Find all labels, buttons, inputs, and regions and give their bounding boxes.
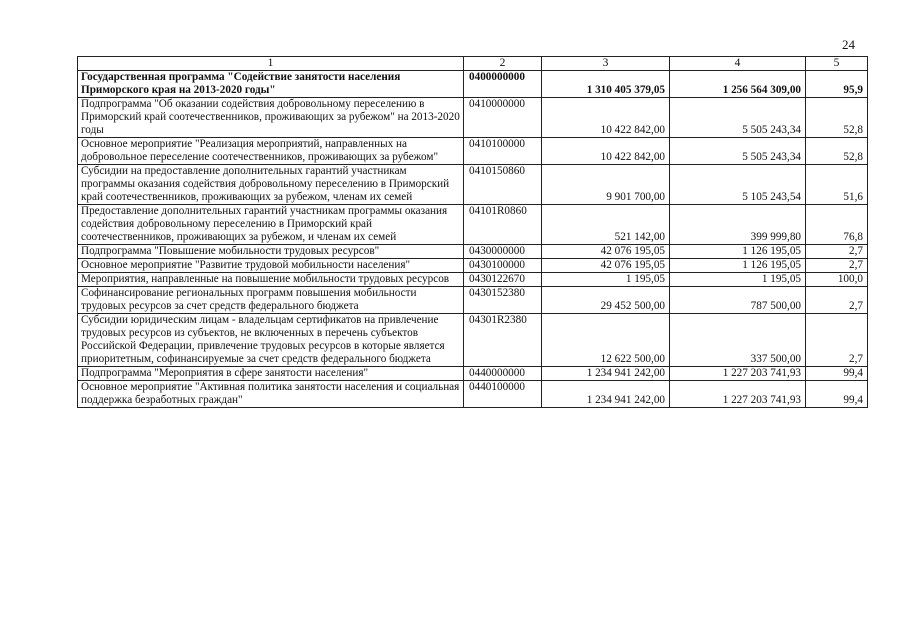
column-header: 3 xyxy=(542,57,670,71)
table-row xyxy=(78,165,868,205)
row-code: 04101R0860 xyxy=(464,205,542,245)
row-fact: 1 126 195,05 xyxy=(670,259,806,273)
row-name: Основное мероприятие "Активная политика занятости населения и социальная поддержка безработных граждан" xyxy=(78,381,464,408)
row-code: 0410150860 xyxy=(464,165,542,205)
row-name: Подпрограмма "Повышение мобильности трудовых ресурсов" xyxy=(78,245,464,259)
row-fact: 1 126 195,05 xyxy=(670,245,806,259)
row-plan: 42 076 195,05 xyxy=(542,245,670,259)
table-row xyxy=(78,273,868,287)
row-percent: 52,8 xyxy=(806,138,868,165)
row-percent: 51,6 xyxy=(806,165,868,205)
row-plan: 9 901 700,00 xyxy=(542,165,670,205)
budget-table xyxy=(77,56,868,408)
row-fact: 5 505 243,34 xyxy=(670,98,806,138)
row-percent: 76,8 xyxy=(806,205,868,245)
row-plan: 1 310 405 379,05 xyxy=(542,71,670,98)
row-plan: 29 452 500,00 xyxy=(542,287,670,314)
row-code: 0440000000 xyxy=(464,367,542,381)
row-code: 0410000000 xyxy=(464,98,542,138)
row-code: 0430152380 xyxy=(464,287,542,314)
table-row xyxy=(78,71,868,98)
row-percent: 2,7 xyxy=(806,287,868,314)
row-percent: 2,7 xyxy=(806,314,868,367)
row-percent: 95,9 xyxy=(806,71,868,98)
table-row xyxy=(78,205,868,245)
row-plan: 1 195,05 xyxy=(542,273,670,287)
row-name: Подпрограмма "Мероприятия в сфере занятости населения" xyxy=(78,367,464,381)
row-fact: 5 505 243,34 xyxy=(670,138,806,165)
row-percent: 100,0 xyxy=(806,273,868,287)
table-row xyxy=(78,98,868,138)
row-percent: 99,4 xyxy=(806,367,868,381)
row-name: Субсидии на предоставление дополнительных гарантий участникам программы оказания содействия добровольному переселению в Приморский край соотечественников, проживающих за рубежом, членам их семей xyxy=(78,165,464,205)
table-row xyxy=(78,314,868,367)
row-fact: 5 105 243,54 xyxy=(670,165,806,205)
row-name: Софинансирование региональных программ повышения мобильности трудовых ресурсов за счет средств федерального бюджета xyxy=(78,287,464,314)
row-code: 0430000000 xyxy=(464,245,542,259)
row-name: Субсидии юридическим лицам - владельцам сертификатов на привлечение трудовых ресурсов из субъектов, не включенных в перечень субъектов Российской Федерации, привлечение трудовых ресурсов в которые является приоритетным, софинансируемые за счет средств федерального бюджета xyxy=(78,314,464,367)
row-code: 0410100000 xyxy=(464,138,542,165)
row-code: 0430100000 xyxy=(464,259,542,273)
column-header: 4 xyxy=(670,57,806,71)
table-row xyxy=(78,138,868,165)
row-fact: 1 227 203 741,93 xyxy=(670,367,806,381)
row-plan: 1 234 941 242,00 xyxy=(542,381,670,408)
row-plan: 42 076 195,05 xyxy=(542,259,670,273)
row-percent: 2,7 xyxy=(806,259,868,273)
table-row xyxy=(78,367,868,381)
row-plan: 521 142,00 xyxy=(542,205,670,245)
table-row xyxy=(78,381,868,408)
column-header: 1 xyxy=(78,57,464,71)
row-name: Подпрограмма "Об оказании содействия добровольному переселению в Приморский край соотечественников, проживающих за рубежом" на 2013-2020 годы xyxy=(78,98,464,138)
row-name: Основное мероприятие "Реализация мероприятий, направленных на добровольное переселение соотечественников, проживающих за рубежом" xyxy=(78,138,464,165)
table-row xyxy=(78,259,868,273)
row-plan: 12 622 500,00 xyxy=(542,314,670,367)
row-name: Мероприятия, направленные на повышение мобильности трудовых ресурсов xyxy=(78,273,464,287)
row-name: Основное мероприятие "Развитие трудовой мобильности населения" xyxy=(78,259,464,273)
column-number-row xyxy=(78,57,868,71)
column-header: 2 xyxy=(464,57,542,71)
page-number: 24 xyxy=(842,37,855,52)
row-name: Предоставление дополнительных гарантий участникам программы оказания содействия добровольному переселению в Приморский край соотечественников, проживающих за рубежом, и членам их семей xyxy=(78,205,464,245)
row-fact: 1 195,05 xyxy=(670,273,806,287)
row-fact: 399 999,80 xyxy=(670,205,806,245)
budget-table-body xyxy=(78,57,868,408)
row-plan: 10 422 842,00 xyxy=(542,98,670,138)
table-row xyxy=(78,287,868,314)
row-fact: 787 500,00 xyxy=(670,287,806,314)
table-row xyxy=(78,245,868,259)
row-fact: 1 227 203 741,93 xyxy=(670,381,806,408)
row-percent: 52,8 xyxy=(806,98,868,138)
column-header: 5 xyxy=(806,57,868,71)
row-code: 04301R2380 xyxy=(464,314,542,367)
row-percent: 2,7 xyxy=(806,245,868,259)
row-fact: 337 500,00 xyxy=(670,314,806,367)
row-percent: 99,4 xyxy=(806,381,868,408)
row-code: 0430122670 xyxy=(464,273,542,287)
row-plan: 1 234 941 242,00 xyxy=(542,367,670,381)
row-code: 0400000000 xyxy=(464,71,542,98)
row-fact: 1 256 564 309,00 xyxy=(670,71,806,98)
row-name: Государственная программа "Содействие занятости населения Приморского края на 2013-2020 годы" xyxy=(78,71,464,98)
row-code: 0440100000 xyxy=(464,381,542,408)
row-plan: 10 422 842,00 xyxy=(542,138,670,165)
